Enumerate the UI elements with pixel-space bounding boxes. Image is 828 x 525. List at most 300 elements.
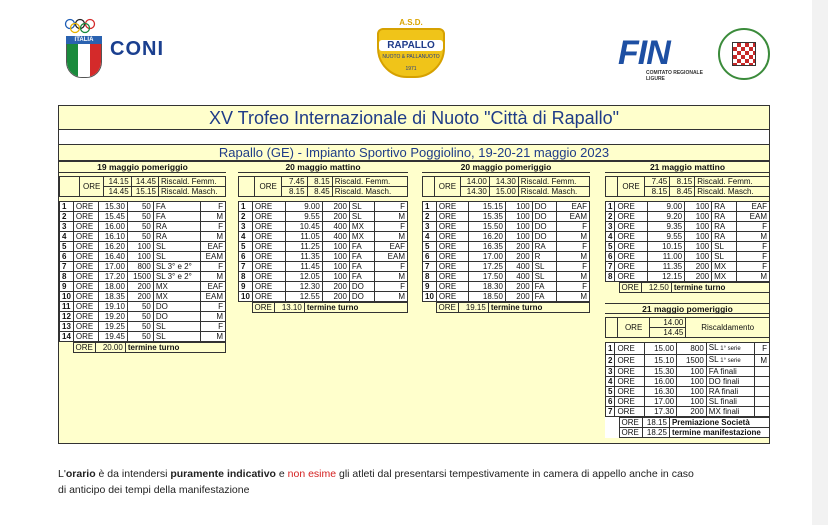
end-time: 20.00 (95, 343, 125, 353)
end-row-table (422, 302, 590, 313)
event-number: 5 (239, 242, 253, 252)
event-time: 15.50 (469, 222, 505, 232)
event-category: M (374, 292, 407, 302)
end-row-table (238, 302, 408, 313)
event-style: DO (349, 282, 374, 292)
event-distance: 200 (505, 282, 532, 292)
table-row (239, 212, 408, 222)
table-row (60, 242, 226, 252)
table-row (60, 262, 226, 272)
session-20-pomeriggio (422, 162, 590, 313)
event-time: 11.00 (648, 252, 685, 262)
event-distance: 100 (505, 212, 532, 222)
ore-label: ORE (252, 282, 285, 292)
event-category: M (200, 212, 225, 222)
event-style: SL (349, 202, 374, 212)
event-style: FA (153, 202, 200, 212)
ore-label: ORE (615, 262, 648, 272)
event-number: 3 (60, 222, 74, 232)
event-style: RA (712, 232, 737, 242)
event-distance: 1500 (677, 355, 707, 367)
warmup-start: 14.30 (460, 187, 489, 197)
ore-label: ORE (252, 212, 285, 222)
table-row (239, 222, 408, 232)
warmup-end: 14.30 (489, 177, 518, 187)
event-time: 17.30 (644, 407, 677, 417)
event-distance: 400 (322, 232, 349, 242)
note-text: L' (58, 468, 66, 480)
ore-label: ORE (73, 222, 98, 232)
ore-label: ORE (252, 272, 285, 282)
event-number: 9 (423, 282, 437, 292)
schedule-area (58, 161, 770, 444)
event-distance: 100 (685, 232, 712, 242)
table-row (606, 262, 770, 272)
event-time: 12.30 (285, 282, 322, 292)
event-category: F (557, 222, 590, 232)
table-row (60, 292, 226, 302)
event-distance: 50 (127, 322, 153, 332)
event-distance: 100 (322, 242, 349, 252)
ore-label: ORE (252, 262, 285, 272)
event-distance: 200 (685, 272, 712, 282)
event-number: 3 (606, 367, 615, 377)
event-distance: 1500 (127, 272, 153, 282)
warmup-label: Riscald. Femm. (332, 177, 407, 187)
table-row (606, 232, 770, 242)
event-style: DO (153, 312, 200, 322)
event-number: 2 (423, 212, 437, 222)
end-label: termine turno (488, 303, 589, 313)
note-bold: puramente indicativo (170, 468, 276, 480)
ore-label: ORE (436, 292, 469, 302)
events-table (605, 201, 770, 282)
event-time: 10.15 (648, 242, 685, 252)
event-number: 9 (60, 282, 74, 292)
event-distance: 200 (685, 262, 712, 272)
table-row (423, 262, 590, 272)
ore-label: ORE (436, 262, 469, 272)
table-row (60, 332, 226, 342)
event-category: F (737, 262, 770, 272)
event-time: 18.00 (99, 282, 128, 292)
event-number: 2 (606, 212, 615, 222)
event-distance: 200 (322, 282, 349, 292)
note-red: non esime (287, 468, 337, 480)
event-note: 1° serie (718, 358, 741, 364)
event-time: 16.30 (644, 387, 677, 397)
table-row (423, 272, 590, 282)
event-category: EAF (200, 242, 225, 252)
warmup-start: 7.45 (282, 177, 307, 187)
event-category: EAM (737, 212, 770, 222)
table-row (239, 292, 408, 302)
warmup-end: 8.15 (307, 177, 332, 187)
event-distance: 100 (677, 377, 707, 387)
event-time: 17.20 (99, 272, 128, 282)
event-number: 5 (606, 387, 615, 397)
event-time: 11.35 (648, 262, 685, 272)
event-time: 17.25 (469, 262, 505, 272)
event-style: SL (153, 322, 200, 332)
ore-label: ORE (73, 332, 98, 342)
event-time: 17.00 (644, 397, 677, 407)
event-distance: 100 (685, 222, 712, 232)
event-time: 9.00 (648, 202, 685, 212)
ore-label: ORE (618, 318, 650, 338)
event-style: MX (153, 282, 200, 292)
warmup-end: 14.45 (131, 177, 158, 187)
event-time: 16.20 (469, 232, 505, 242)
warmup-start: 14.00 (460, 177, 489, 187)
event-number: 10 (423, 292, 437, 302)
event-distance: 50 (127, 232, 153, 242)
event-category: F (200, 302, 225, 312)
warmup-start: 8.15 (282, 187, 307, 197)
event-distance: 100 (505, 222, 532, 232)
warmup-table (605, 176, 770, 197)
event-category: F (200, 322, 225, 332)
note-text: gli atleti dal presentarsi tempestivamente in camera di appello anche in caso (336, 468, 694, 480)
event-category: M (754, 355, 769, 367)
event-distance: 200 (505, 242, 532, 252)
event-number: 4 (239, 232, 253, 242)
event-style: SL (153, 242, 200, 252)
session-title: 20 maggio pomeriggio (422, 162, 590, 173)
warmup-start: 14.45 (104, 187, 131, 197)
note-text: è da intendersi (95, 468, 171, 480)
event-distance: 100 (505, 232, 532, 242)
table-row (239, 252, 408, 262)
end-label: termine turno (304, 303, 407, 313)
table-row (239, 282, 408, 292)
rapallo-badge-icon (377, 28, 445, 78)
event-distance: 100 (127, 252, 153, 262)
ore-label: ORE (73, 242, 98, 252)
event-style: SL 1° serie (706, 355, 754, 367)
event-distance: 200 (322, 202, 349, 212)
event-category: F (200, 222, 225, 232)
event-style: SL (153, 332, 200, 342)
ore-label: ORE (615, 387, 644, 397)
event-category (754, 407, 769, 417)
ore-label: ORE (252, 232, 285, 242)
warmup-start: 14.00 (650, 318, 686, 328)
event-number: 9 (239, 282, 253, 292)
ore-label: ORE (436, 232, 469, 242)
end-row-table (59, 342, 226, 353)
table-row (60, 312, 226, 322)
note-bold: orario (65, 468, 96, 480)
ore-label: ORE (615, 355, 644, 367)
event-distance: 100 (505, 202, 532, 212)
warmup-label: Riscald. Femm. (158, 177, 225, 187)
venue-line: Rapallo (GE) - Impianto Sportivo Poggiolino, 19-20-21 maggio 2023 (59, 144, 769, 160)
event-style: MX (349, 222, 374, 232)
event-style: SL 3° e 2° (153, 272, 200, 282)
end-time: 12.50 (641, 283, 671, 293)
event-style: R (532, 252, 557, 262)
event-distance: 400 (505, 272, 532, 282)
table-row (606, 367, 770, 377)
ore-label: ORE (619, 418, 643, 428)
ore-label: ORE (615, 377, 644, 387)
table-row (60, 232, 226, 242)
warmup-start: 14.15 (104, 177, 131, 187)
event-number: 10 (239, 292, 253, 302)
closing-label: Premiazione Società (669, 418, 769, 428)
ore-label: ORE (436, 252, 469, 262)
ore-label: ORE (252, 292, 285, 302)
ore-label: ORE (252, 303, 274, 313)
event-distance: 200 (127, 292, 153, 302)
table-row (423, 202, 590, 212)
coni-text: CONI (110, 38, 164, 60)
event-category: F (557, 282, 590, 292)
rapallo-logo-sub: NUOTO & PALLANUOTO (382, 54, 440, 60)
event-distance: 800 (127, 262, 153, 272)
table-row (239, 242, 408, 252)
event-style: SL (349, 212, 374, 222)
table-row (60, 202, 226, 212)
table-row (423, 282, 590, 292)
ore-label: ORE (615, 212, 648, 222)
table-row (423, 252, 590, 262)
event-time: 16.00 (644, 377, 677, 387)
table-row (239, 262, 408, 272)
event-number: 7 (606, 407, 615, 417)
event-time: 15.10 (644, 355, 677, 367)
event-time: 19.20 (99, 312, 128, 322)
event-distance: 200 (677, 407, 707, 417)
event-category: F (737, 252, 770, 262)
event-distance: 200 (127, 282, 153, 292)
rapallo-logo-top: A.S.D. (399, 18, 423, 27)
event-style: RA (712, 212, 737, 222)
event-number: 6 (239, 252, 253, 262)
end-time: 13.10 (274, 303, 304, 313)
ore-label: ORE (615, 252, 648, 262)
note-text: e (275, 468, 288, 480)
note-text-line2: di anticipo dei tempi della manifestazione (58, 484, 250, 496)
ore-label: ORE (73, 343, 95, 353)
table-row (60, 322, 226, 332)
event-number: 4 (60, 232, 74, 242)
table-row (60, 212, 226, 222)
event-time: 15.15 (469, 202, 505, 212)
event-number: 3 (606, 222, 615, 232)
table-row (606, 222, 770, 232)
event-number: 2 (239, 212, 253, 222)
warmup-table (422, 176, 590, 197)
event-distance: 50 (127, 212, 153, 222)
event-style: SL (532, 272, 557, 282)
event-number: 6 (606, 252, 615, 262)
event-number: 4 (606, 232, 615, 242)
fin-letters: FIN (618, 34, 670, 72)
event-category: M (200, 272, 225, 282)
event-number: 7 (239, 262, 253, 272)
event-style: SL (153, 252, 200, 262)
event-time: 18.50 (469, 292, 505, 302)
event-time: 19.25 (99, 322, 128, 332)
event-style: MX finali (706, 407, 754, 417)
warmup-start: 7.45 (645, 177, 670, 187)
event-distance: 50 (127, 312, 153, 322)
event-distance: 50 (127, 302, 153, 312)
event-category: EAM (557, 212, 590, 222)
table-row (423, 222, 590, 232)
session-title: 20 maggio mattino (238, 162, 408, 173)
event-category: EAF (200, 282, 225, 292)
ore-label: ORE (80, 177, 104, 197)
rapallo-club-logo (371, 18, 451, 78)
warmup-label: Riscald. Femm. (518, 177, 589, 187)
event-distance: 800 (677, 343, 707, 355)
event-style: RA finali (706, 387, 754, 397)
event-distance: 200 (505, 252, 532, 262)
ore-label: ORE (436, 222, 469, 232)
event-distance: 100 (685, 202, 712, 212)
ore-label: ORE (73, 272, 98, 282)
events-table (422, 201, 590, 302)
table-row (423, 212, 590, 222)
events-table (59, 201, 226, 342)
event-time: 9.55 (285, 212, 322, 222)
finals-events-table (605, 342, 770, 417)
ore-label: ORE (436, 202, 469, 212)
warmup-end: 15.15 (131, 187, 158, 197)
event-style: DO (532, 202, 557, 212)
warmup-label: Riscald. Masch. (332, 187, 407, 197)
blank-cell (605, 418, 619, 428)
event-time: 15.45 (99, 212, 128, 222)
event-category: M (737, 272, 770, 282)
warmup-label: Riscald. Femm. (695, 177, 770, 187)
ore-label: ORE (436, 303, 458, 313)
ore-label: ORE (615, 367, 644, 377)
event-number: 2 (606, 355, 615, 367)
end-time: 19.15 (458, 303, 488, 313)
event-style: FA (532, 282, 557, 292)
event-distance: 50 (127, 202, 153, 212)
event-category: M (200, 332, 225, 342)
event-style: FA (532, 292, 557, 302)
table-row (423, 292, 590, 302)
event-time: 15.00 (644, 343, 677, 355)
event-note: 1° serie (718, 346, 741, 352)
event-category: F (374, 222, 407, 232)
event-style: FA (153, 212, 200, 222)
table-row (60, 252, 226, 262)
ore-label: ORE (73, 252, 98, 262)
ore-label: ORE (436, 272, 469, 282)
closing-label: termine manifestazione (669, 428, 769, 438)
event-style: MX (349, 232, 374, 242)
table-row (605, 418, 770, 428)
event-category: F (200, 202, 225, 212)
event-category: M (374, 232, 407, 242)
event-style: FA finali (706, 367, 754, 377)
table-row (239, 232, 408, 242)
session-19-pomeriggio (59, 162, 226, 353)
event-time: 9.20 (648, 212, 685, 222)
event-style: MX (153, 292, 200, 302)
event-number: 11 (60, 302, 74, 312)
warmup-table (59, 176, 226, 197)
ore-label: ORE (615, 232, 648, 242)
event-style: MX (712, 272, 737, 282)
event-number: 5 (606, 242, 615, 252)
finals-warmup-table (605, 317, 770, 338)
event-distance: 100 (322, 262, 349, 272)
event-category: F (754, 343, 769, 355)
event-category: M (200, 232, 225, 242)
event-time: 12.55 (285, 292, 322, 302)
event-category: F (557, 262, 590, 272)
event-time: 18.35 (99, 292, 128, 302)
warmup-start: 8.15 (645, 187, 670, 197)
event-style: FA (349, 252, 374, 262)
event-time: 12.05 (285, 272, 322, 282)
event-number: 13 (60, 322, 74, 332)
event-time: 19.10 (99, 302, 128, 312)
event-category: M (557, 232, 590, 242)
page-title: XV Trofeo Internazionale di Nuoto "Città di Rapallo" (59, 106, 769, 130)
event-category: M (557, 252, 590, 262)
event-number: 6 (60, 252, 74, 262)
event-category: M (557, 292, 590, 302)
event-style: RA (712, 202, 737, 212)
event-time: 9.55 (648, 232, 685, 242)
warmup-label: Riscald. Masch. (518, 187, 589, 197)
event-category: EAF (374, 242, 407, 252)
event-style: SL (712, 252, 737, 262)
warmup-table (238, 176, 408, 197)
table-row (60, 272, 226, 282)
event-number: 6 (423, 252, 437, 262)
warmup-end: 14.45 (650, 328, 686, 338)
event-distance: 100 (685, 212, 712, 222)
event-time: 17.50 (469, 272, 505, 282)
event-number: 1 (606, 343, 615, 355)
event-number: 5 (423, 242, 437, 252)
event-time: 10.45 (285, 222, 322, 232)
table-row (606, 212, 770, 222)
event-number: 2 (60, 212, 74, 222)
event-distance: 100 (677, 387, 707, 397)
closing-table (605, 417, 770, 438)
event-time: 16.00 (99, 222, 128, 232)
event-distance: 50 (127, 222, 153, 232)
warmup-end: 8.45 (307, 187, 332, 197)
event-category: F (737, 242, 770, 252)
event-time: 16.40 (99, 252, 128, 262)
event-time: 11.35 (285, 252, 322, 262)
event-category: EAM (200, 252, 225, 262)
event-category: M (374, 212, 407, 222)
event-distance: 200 (505, 292, 532, 302)
liguria-seal-icon (718, 28, 770, 80)
table-row (60, 222, 226, 232)
ore-label: ORE (436, 282, 469, 292)
olympic-rings-icon (64, 18, 104, 34)
event-number: 6 (606, 397, 615, 407)
event-distance: 100 (685, 242, 712, 252)
event-category: F (374, 202, 407, 212)
event-category: F (374, 262, 407, 272)
ore-label: ORE (73, 232, 98, 242)
